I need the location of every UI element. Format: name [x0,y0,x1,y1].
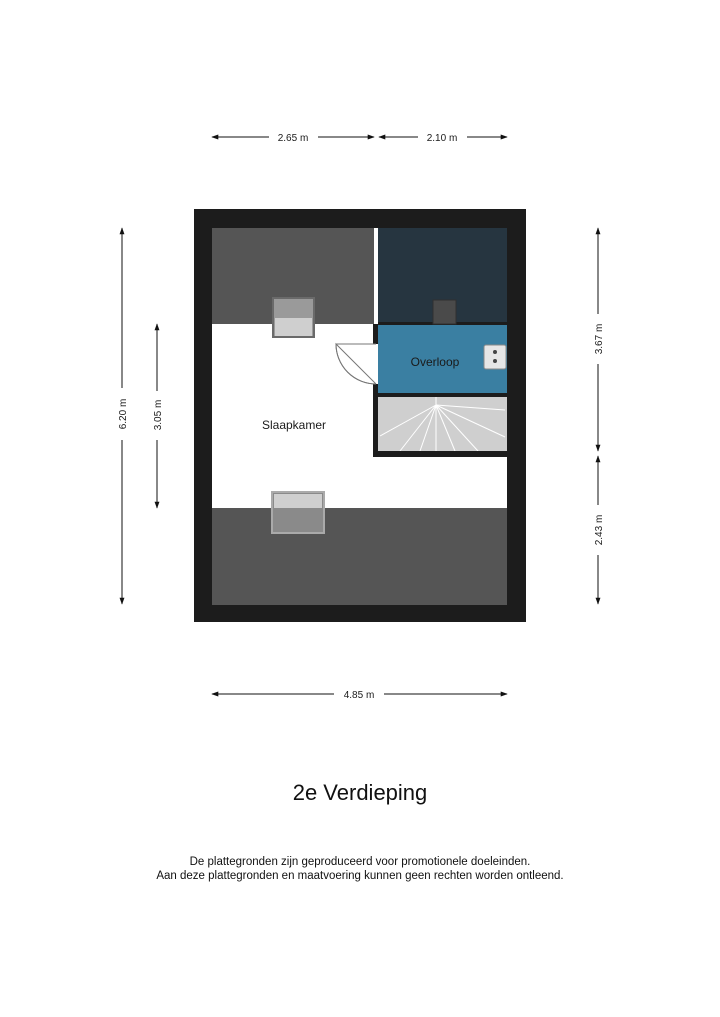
skylight-bottom-inner [274,494,322,508]
dimension-label-right-lower: 2.43 m [594,514,605,546]
skylight-top-right [433,300,456,324]
room-label-slaapkamer: Slaapkamer [261,418,327,432]
dimension-right-lower [594,456,605,604]
dimension-top-left [212,133,374,144]
dimension-top-right [379,133,507,144]
stairs-area [378,396,507,451]
landing-wall-bottom [373,451,507,457]
room-label-overloop: Overloop [410,355,460,369]
disclaimer [0,855,720,883]
dimension-label-bottom: 4.85 m [343,690,375,701]
dimension-label-top-left: 2.65 m [277,133,309,144]
stairs-divider [378,393,507,397]
dimension-label-top-right: 2.10 m [426,133,458,144]
sloped-roof-bottom [212,508,507,605]
dimension-bottom [212,690,507,701]
dimension-left-inner [153,324,164,508]
right-wall-segment [507,324,526,508]
dimension-right-upper [594,228,605,451]
dimension-label-left-outer: 6.20 m [118,398,129,430]
skylight-top-left-inner [275,318,312,336]
boiler-icon [484,345,506,369]
dimension-label-left-inner: 3.05 m [153,399,164,431]
left-wall-segment [194,324,212,508]
disclaimer-line-1: De plattegronden zijn geproduceerd voor promotionele doeleinden. [189,856,531,868]
dimension-label-right-upper: 3.67 m [594,323,605,355]
disclaimer-line-2: Aan deze plattegronden en maatvoering kunnen geen rechten worden ontleend. [156,870,564,882]
dimension-left-outer [118,228,129,604]
floor-title: 2e Verdieping [292,780,428,805]
